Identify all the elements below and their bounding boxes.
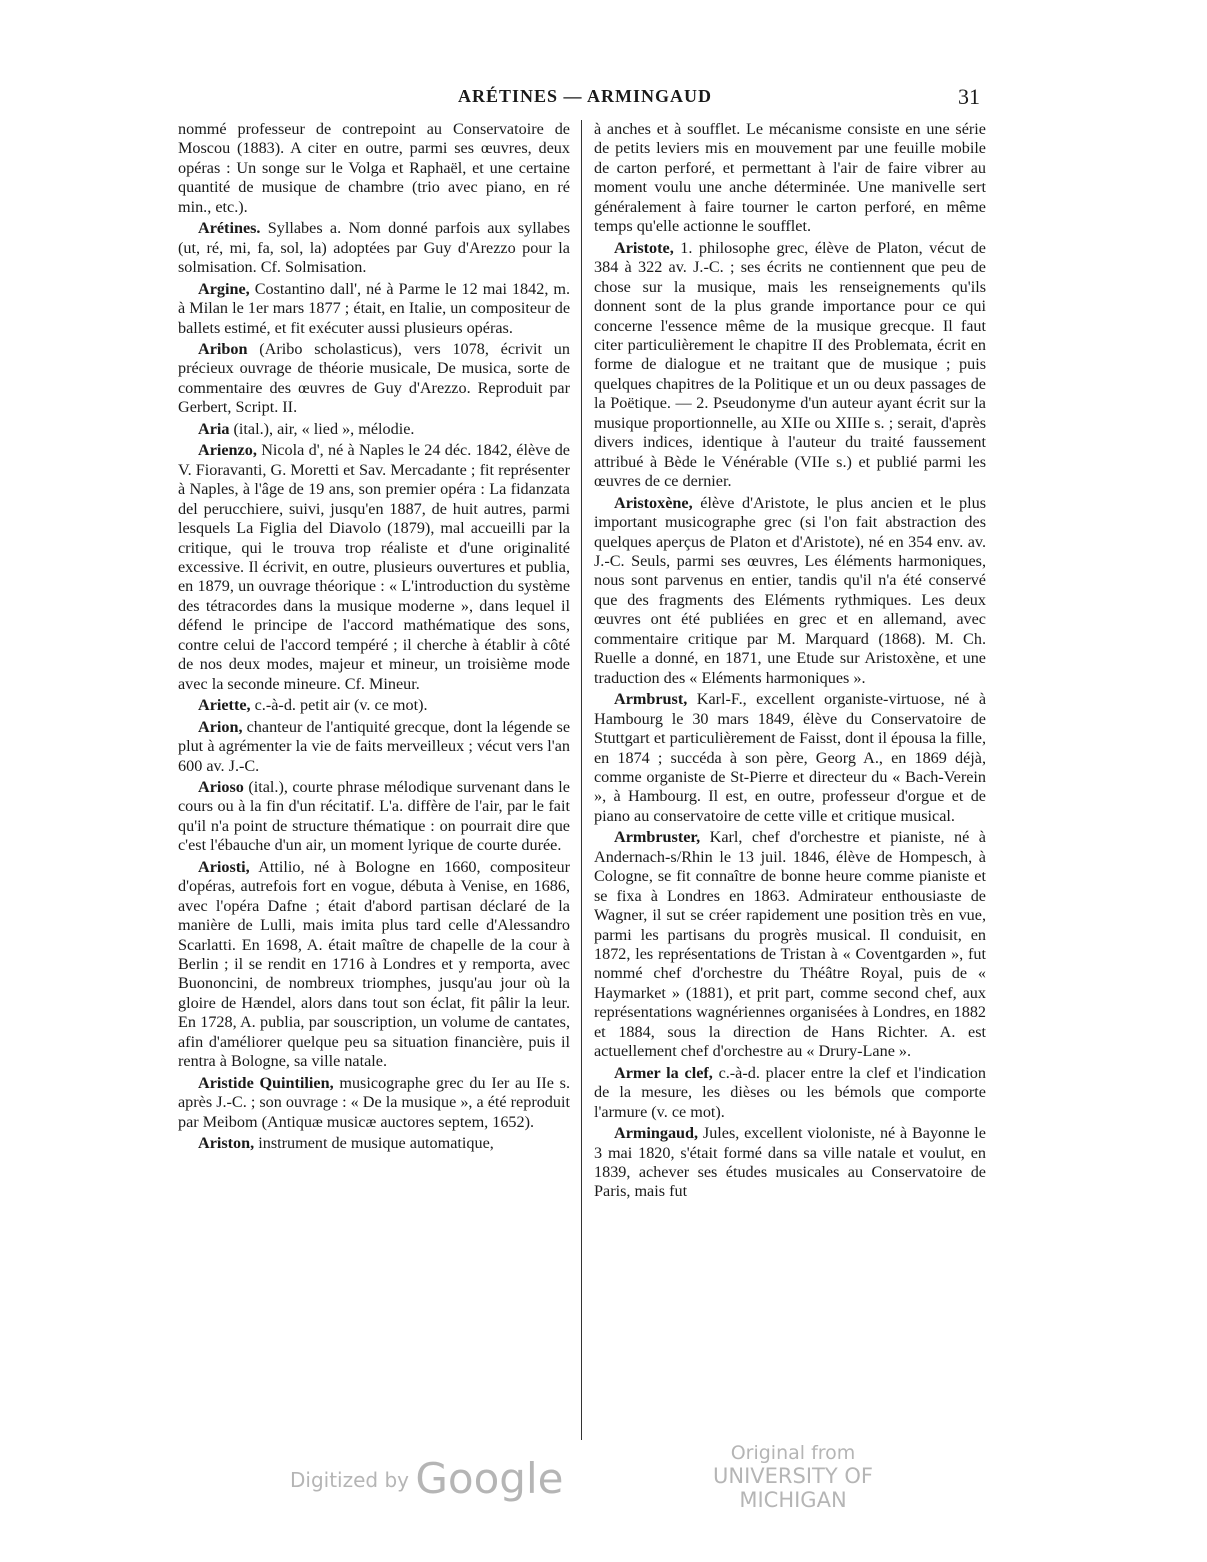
entry-headword: Aristide Quintilien, [198, 1073, 334, 1092]
dictionary-entry: Arétines. Syllabes a. Nom donné parfois aux syllabes (ut, ré, mi, fa, sol, la) adoptées par Guy d'Arezzo pour la solmisation. Cf. Solmisation. [178, 219, 571, 277]
entry-headword: Arion, [198, 717, 243, 736]
dictionary-entry: nommé professeur de contrepoint au Conservatoire de Moscou (1883). A citer en outre, parmi ses œuvres, deux opéras : Un songe sur le Volga et Raphaël, et une certaine quantité de musique de chambre (trio avec piano, en ré min., etc.). [178, 120, 570, 216]
entry-headword: Ariosti, [198, 857, 250, 876]
original-source-watermark: Original from UNIVERSITY OF MICHIGAN [713, 1442, 873, 1512]
dictionary-entry: Aristote, 1. philosophe grec, élève de Platon, vécut de 384 à 322 av. J.-C. ; ses écrits ne contiennent que peu de chose sur la musique, mais les renseignements qu'ils donnent sont de la plus grande importance pour ce qui concerne l'essence même de la musique grecque. Il faut citer particulièrement le chapitre II des Problemata, écrit en forme de dialogue et ne traitant que de musique ; puis quelques chapitres de la Politique et un ou deux passages de la Poëtique. — 2. Pseudonyme d'un auteur ayant écrit sur la musique proportionnelle, au XIIe ou XIIIe s. ; serait, d'après divers indices, identique à l'auteur du traité faussement attribué à Bède le Vénérable (VIIe s.) et publié parmi les œuvres de ce dernier. [594, 238, 986, 491]
right-column [594, 120, 986, 1204]
dictionary-entry: à anches et à soufflet. Le mécanisme consiste en une série de petits leviers mis en mouvement par une feuille mobile de carton perforé, et permettant à l'air de faire vibrer au moment voulu une anche déterminée. Une manivelle sert généralement à faire tourner le carton perforé, en même temps qu'elle actionne le soufflet. [594, 120, 986, 236]
left-column [178, 120, 570, 1156]
dictionary-entry: Armer la clef, c.-à-d. placer entre la clef et l'indication de la mesure, les dièses ou les bémols que comporte l'armure (v. ce mot). [594, 1063, 986, 1121]
entry-headword: Armbruster, [614, 828, 701, 847]
dictionary-entry: Arienzo, Nicola d', né à Naples le 24 déc. 1842, élève de V. Fioravanti, G. Moretti et Sav. Mercadante ; fit représenter à Naples, à l'âge de 19 ans, son premier opéra : La fidanzata del perucchiere, suivi, jusqu'en 1887, de huit autres, parmi lesquels La Figlia del Diavolo (1879), mal accueilli par la critique, qui le trouva trop réaliste et d'une originalité excessive. Il écrivit, en outre, plusieurs ouvertures et publia, en 1879, un ouvrage théorique : « L'introduction du système des tétracordes dans la musique moderne », dans lequel il défend le principe de l'accord mathématique des sons, contre celui de l'accord tempéré ; il cherche à établir à côté de nos deux modes, majeur et mineur, un troisième mode avec la seconde mineure. Cf. Mineur. [178, 441, 570, 693]
entry-headword: Aribon [198, 339, 248, 358]
running-title: ARÉTINES — ARMINGAUD [458, 86, 713, 106]
entry-headword: Armingaud, [614, 1124, 699, 1143]
google-logo: Google [415, 1454, 564, 1503]
dictionary-entry: Armingaud, Jules, excellent violoniste, né à Bayonne le 3 mai 1820, s'était formé dans sa ville natale et voulut, en 1839, achever ses études musicales au Conservatoire de Paris, mais fut [594, 1124, 986, 1201]
column-divider [581, 120, 582, 1440]
digitization-footer [0, 1440, 1207, 1512]
entry-headword: Arienzo, [198, 441, 257, 460]
entry-headword: Ariette, [198, 696, 251, 715]
dictionary-entry: Aristoxène, élève d'Aristote, le plus ancien et le plus important musicographe grec (si l'on fait abstraction des quelques aperçus de Platon et d'Aristote), né en 354 env. av. J.-C. Seuls, parmi ses œuvres, Les éléments harmoniques, nous sont parvenus en entier, tandis qu'il n'a été conservé que des fragments des Eléments rythmiques. Les deux œuvres ont été publiées en grec et en allemand, avec commentaire critique par M. Marquard (1868). M. Ch. Ruelle a donné, en 1871, une Etude sur Aristoxène, et une traduction des « Eléments harmoniques ». [594, 493, 987, 687]
dictionary-entry: Arion, chanteur de l'antiquité grecque, dont la légende se plut à agrémenter la vie de faits merveilleux ; vécut vers l'an 600 av. J.-C. [178, 717, 570, 775]
dictionary-entry: Aribon (Aribo scholasticus), vers 1078, écrivit un précieux ouvrage de théorie musicale, De musica, sorte de commentaire des œuvres de Guy d'Arezzo. Reproduit par Gerbert, Script. II. [178, 339, 570, 417]
dictionary-entry: Armbruster, Karl, chef d'orchestre et pianiste, né à Andernach-s/Rhin le 13 juil. 1846, élève de Hompesch, à Cologne, se fit connaître de bonne heure comme pianiste et se fixa à Londres en 1863. Admirateur enthousiaste de Wagner, il sut se créer rapidement une position très en vue, parmi les partisans du progrès musical. Il conduisit, en 1872, les représentations de Tristan à « Coventgarden », fut nommé chef d'orchestre du Théâtre Royal, puis de « Haymarket » (1881), et prit part, comme second chef, aux représentations wagnériennes organisées à Londres, en 1882 et 1884, sous la direction de Hans Richter. A. est actuellement chef d'orchestre au « Drury-Lane ». [594, 828, 986, 1061]
entry-headword: Aria [198, 419, 230, 438]
dictionary-entry: Arioso (ital.), courte phrase mélodique survenant dans le cours ou à la fin d'un récitatif. L'a. diffère de l'air, par le fait qu'il n'a point de structure thématique : on pourrait dire que c'est l'ébauche d'un air, un moment lyrique de courte durée. [178, 777, 570, 855]
entry-headword: Argine, [198, 279, 250, 298]
digitized-by-watermark: Digitized by Google [290, 1454, 564, 1503]
entry-headword: Aristoxène, [614, 493, 693, 512]
dictionary-entry: Argine, Costantino dall', né à Parme le 12 mai 1842, m. à Milan le 1er mars 1877 ; était, en Italie, un compositeur de ballets estimé, et fit exécuter aussi plusieurs opéras. [178, 279, 571, 337]
entry-headword: Arétines. [198, 219, 261, 238]
entry-headword: Ariston, [198, 1134, 255, 1153]
entry-headword: Armbrust, [614, 690, 688, 709]
page-number: 31 [958, 84, 980, 109]
entry-headword: Armer la clef, [614, 1063, 713, 1082]
entry-headword: Arioso [198, 777, 244, 796]
entry-headword: Aristote, [614, 238, 674, 257]
dictionary-entry: Armbrust, Karl-F., excellent organiste-virtuose, né à Hambourg le 30 mars 1849, élève du Conservatoire de Stuttgart et particulièrement de Faisst, dont il épousa la fille, en 1874 ; succéda à son père, Georg A., en 1869 déjà, comme organiste de St-Pierre et directeur du « Bach-Verein », à Hambourg. Il est, en outre, professeur d'orgue et de piano au conservatoire de cette ville et critique musical. [594, 690, 987, 825]
dictionary-entry: Aristide Quintilien, musicographe grec du Ier au IIe s. après J.-C. ; son ouvrage : « De la musique », a été reproduit par Meibom (Antiquæ musicæ auctores septem, 1652). [178, 1073, 570, 1131]
running-header [178, 86, 986, 114]
dictionary-entry: Aria (ital.), air, « lied », mélodie. [198, 419, 415, 438]
dictionary-entry: Ariston, instrument de musique automatique, [198, 1134, 494, 1153]
dictionary-entry: Ariette, c.-à-d. petit air (v. ce mot). [198, 696, 428, 715]
dictionary-entry: Ariosti, Attilio, né à Bologne en 1660, compositeur d'opéras, autrefois fort en vogue, débuta à Venise, en 1686, avec l'opéra Dafne ; était d'abord partisan déclaré de la manière de Lulli, mais imita plus tard celle d'Alessandro Scarlatti. En 1698, A. était maître de chapelle de la cour à Berlin ; il se rendit en 1716 à Londres et y remporta, avec Buononcini, de nombreux triomphes, jusqu'au jour où la gloire de Hændel, alors dans tout son éclat, fit pâlir la leur. En 1728, A. publia, par souscription, un volume de cantates, afin d'améliorer quelque peu sa situation financière, puis il rentra à Bologne, sa ville natale. [178, 857, 570, 1071]
